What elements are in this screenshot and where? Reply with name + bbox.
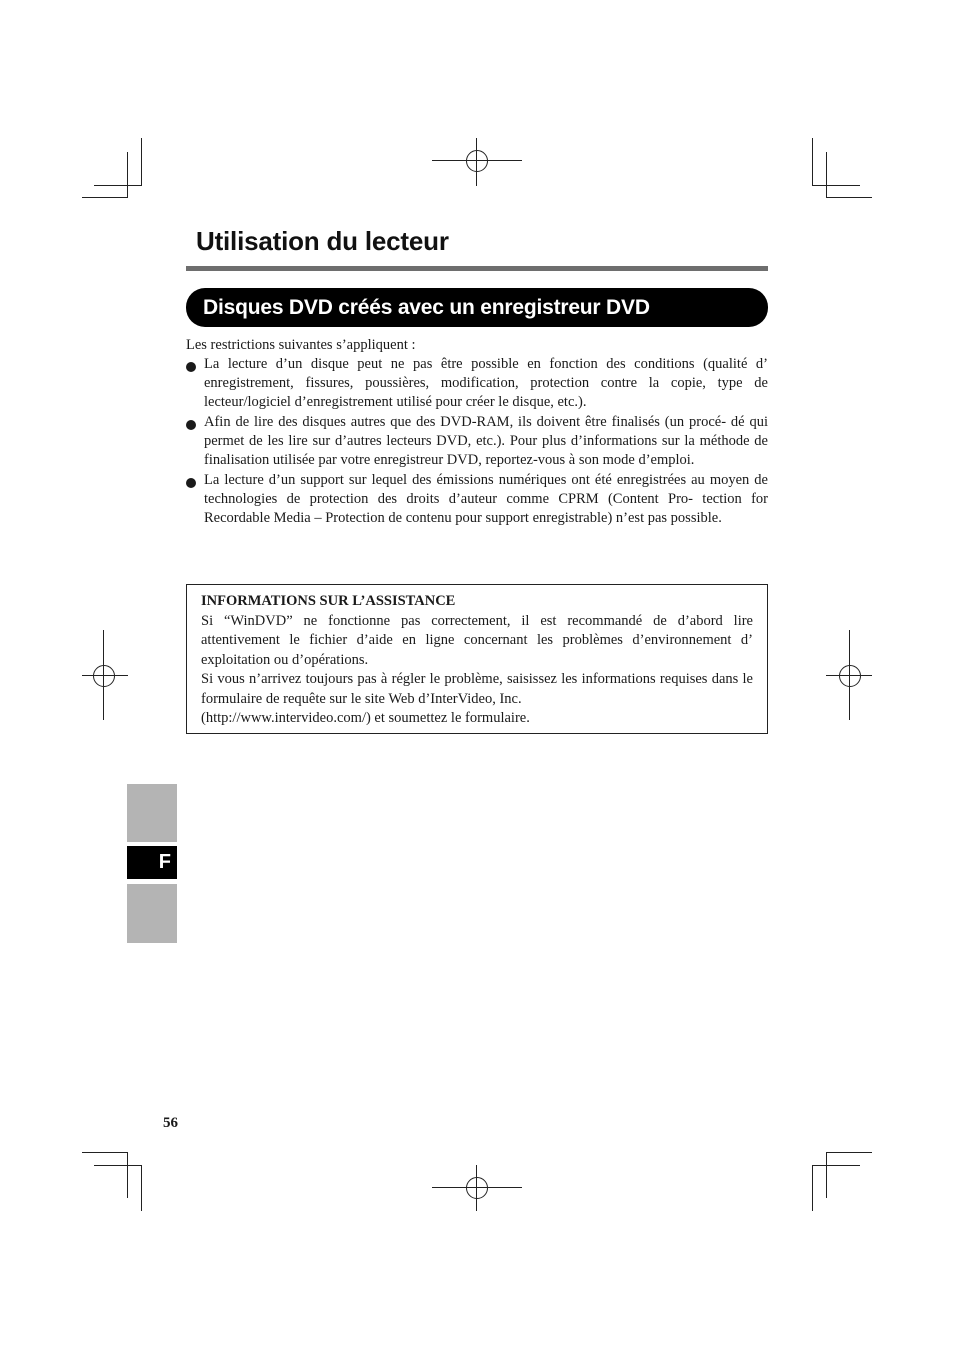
bullet-icon [186,420,196,430]
support-info-paragraph: Si vous n’arrivez toujours pas à régler le problème, saisissez les informations requises dans le formulaire de requête sur le site Web d’InterVideo, Inc. [201,671,753,707]
crop-mark [141,138,142,186]
page-number: 56 [163,1115,178,1131]
support-info-paragraph: Si “WinDVD” ne fonctionne pas correctement, il est recommandé de d’abord lire attentivement le fichier d’aide en ligne concernant les problèmes d’environnement d’ exploitation ou d’opérations. [201,612,753,668]
crop-mark [82,197,128,198]
support-info-heading: INFORMATIONS SUR L’ASSISTANCE [201,593,456,609]
registration-circle-icon [93,665,115,687]
crop-mark [94,1165,142,1166]
list-item-text: La lecture d’un support sur lequel des émissions numériques ont été enregistrées au moyen de technologies de protection des droits d’auteur comme CPRM (Content Pro- tection for Recordable Media – Protection de contenu pour support enregistrable) n’est pas possible. [204,472,768,526]
crop-mark [82,1152,128,1153]
crop-mark [812,1165,813,1211]
section-title: Disques DVD créés avec un enregistreur DVD [203,295,650,319]
title-rule [186,266,768,271]
list-item [186,413,768,470]
bullet-icon [186,478,196,488]
support-info-url-line: (http://www.intervideo.com/) et soumettez le formulaire. [201,710,530,726]
restrictions-list [186,355,768,529]
crop-mark [812,138,813,186]
crop-mark [812,185,860,186]
list-item-text: La lecture d’un disque peut ne pas être possible en fonction des conditions (qualité d’ enregistrement, fissures, poussières, modification, protection contre la copie, type de lecteur/logiciel d’enregistrement utilisé pour créer le disque, etc.). [204,356,768,410]
section-header [186,288,768,327]
intro-text: Les restrictions suivantes s’appliquent : [186,337,416,353]
language-tab-inactive [127,784,177,842]
crop-mark [812,1165,860,1166]
crop-mark [141,1165,142,1211]
crop-mark [127,152,128,198]
registration-circle-icon [466,150,488,172]
list-item [186,471,768,528]
support-info-box [186,584,768,734]
crop-mark [826,1152,872,1153]
language-tab-inactive [127,884,177,943]
crop-mark [826,1152,827,1198]
crop-mark [94,185,142,186]
list-item-text: Afin de lire des disques autres que des DVD-RAM, ils doivent être finalisés (un procé- dé qui permet de les lire sur d’autres lecteurs DVD, etc.). Pour plus d’informations sur la méthode de finalisation utilisée par votre enregistreur DVD, reportez-vous à son mode d’emploi. [204,414,768,468]
crop-mark [127,1152,128,1198]
list-item [186,355,768,412]
registration-circle-icon [839,665,861,687]
crop-mark [826,197,872,198]
crop-mark [826,152,827,198]
page-title: Utilisation du lecteur [196,226,449,256]
language-tab-active: F [127,846,177,879]
bullet-icon [186,362,196,372]
registration-circle-icon [466,1177,488,1199]
